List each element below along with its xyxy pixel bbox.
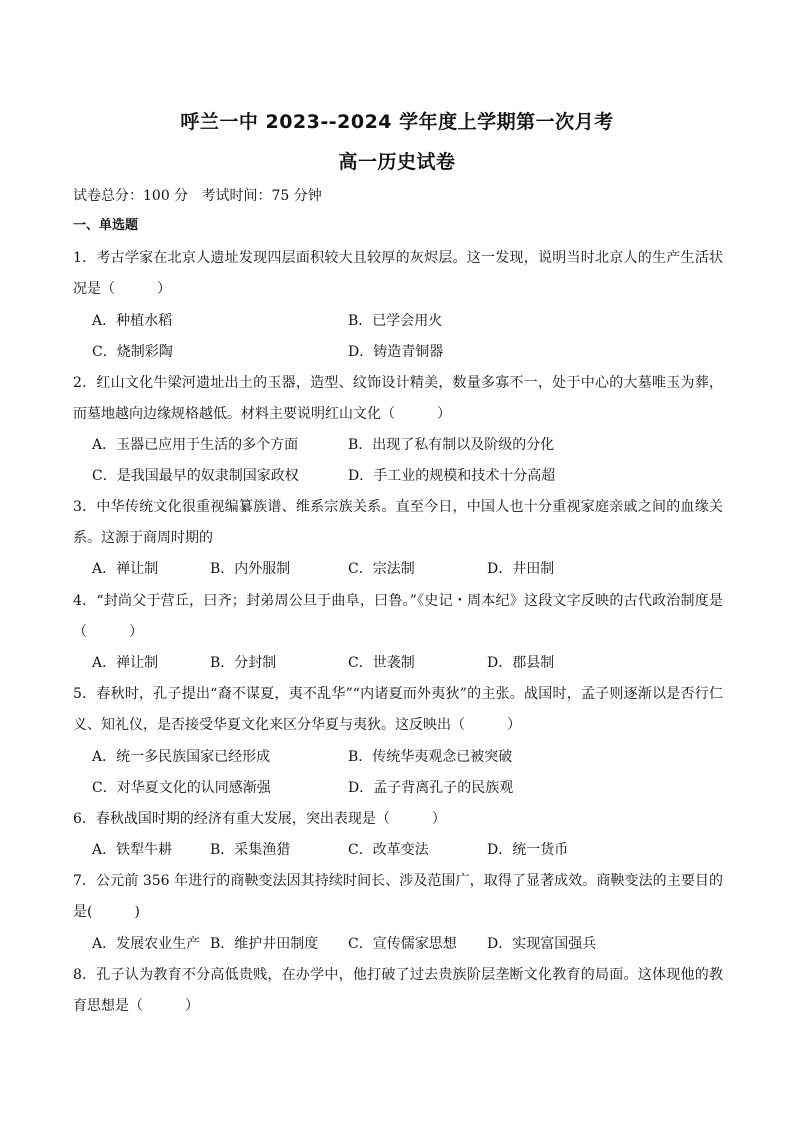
option-d: D．郡县制 <box>487 655 555 671</box>
exam-subtitle: 高一历史试卷 <box>338 151 456 173</box>
option-b: B．分封制 <box>210 655 277 671</box>
option-c: C．改革变法 <box>348 842 429 858</box>
option-b: B．已学会用火 <box>348 313 443 329</box>
option-a: A．玉器已应用于生活的多个方面 <box>92 437 299 453</box>
option-a: A．种植水稻 <box>92 313 173 329</box>
option-b: B．内外服制 <box>210 561 291 577</box>
option-d: D．统一货币 <box>487 842 569 858</box>
option-d: D．孟子背离孔子的民族观 <box>348 780 514 796</box>
option-d: D．实现富国强兵 <box>487 936 597 952</box>
option-a: A．禅让制 <box>92 561 159 577</box>
option-d: D．井田制 <box>487 561 555 577</box>
exam-info: 试卷总分：100 分 考试时间：75 分钟 <box>73 188 322 204</box>
question-text: 4．“封尚父于营丘，曰齐；封弟周公旦于曲阜，曰鲁。”《史记・周本纪》这段文字反映的古代政治制度是（ ） <box>73 593 723 640</box>
option-c: C．宗法制 <box>348 561 415 577</box>
option-c: C．世袭制 <box>348 655 415 671</box>
question-text: 8．孔子认为教育不分高低贵贱，在办学中，他打破了过去贵族阶层垄断文化教育的局面。这体现他的教育思想是（ ） <box>73 967 723 1014</box>
exam-title: 呼兰一中 2023--2024 学年度上学期第一次月考 <box>180 111 614 133</box>
option-b: B．传统华夷观念已被突破 <box>348 749 513 765</box>
question-text: 3．中华传统文化很重视编纂族谱、维系宗族关系。直至今日，中国人也十分重视家庭亲戚之间的血缘关系。这源于商周时期的 <box>73 499 723 546</box>
question-text: 6．春秋战国时期的经济有重大发展，突出表现是（ ） <box>73 811 446 827</box>
question-text: 5．春秋时，孔子提出“裔不谋夏，夷不乱华”“内诸夏而外夷狄”的主张。战国时，孟子则逐渐以是否行仁义、知礼仪，是否接受华夏文化来区分华夏与夷狄。这反映出（ ） <box>73 686 723 733</box>
question-text: 1．考古学家在北京人遗址发现四层面积较大且较厚的灰烬层。这一发现，说明当时北京人的生产生活状况是（ ） <box>73 250 723 297</box>
option-c: C．宣传儒家思想 <box>348 936 457 952</box>
section-title: 一、单选题 <box>73 218 139 233</box>
option-a: A．统一多民族国家已经形成 <box>92 749 271 765</box>
option-c: C．对华夏文化的认同感渐强 <box>92 780 271 796</box>
option-b: B．出现了私有制以及阶级的分化 <box>348 437 555 453</box>
question-text: 2．红山文化牛梁河遗址出土的玉器，造型、纹饰设计精美，数量多寡不一，处于中心的大墓唯玉为葬，而墓地越向边缘规格越低。材料主要说明红山文化（ ） <box>73 375 723 422</box>
option-a: A．禅让制 <box>92 655 159 671</box>
option-c: C．是我国最早的奴隶制国家政权 <box>92 468 299 484</box>
option-a: A．发展农业生产 <box>92 936 201 952</box>
option-b: B．维护井田制度 <box>210 936 319 952</box>
option-d: D．手工业的规模和技术十分高超 <box>348 468 556 484</box>
option-c: C．烧制彩陶 <box>92 344 173 360</box>
option-a: A．铁犁牛耕 <box>92 842 173 858</box>
option-d: D．铸造青铜器 <box>348 344 444 360</box>
question-text: 7．公元前 356 年进行的商鞅变法因其持续时间长、涉及范围广，取得了显著成效。商鞅变法的主要目的是( ) <box>73 873 723 920</box>
option-b: B．采集渔猎 <box>210 842 291 858</box>
